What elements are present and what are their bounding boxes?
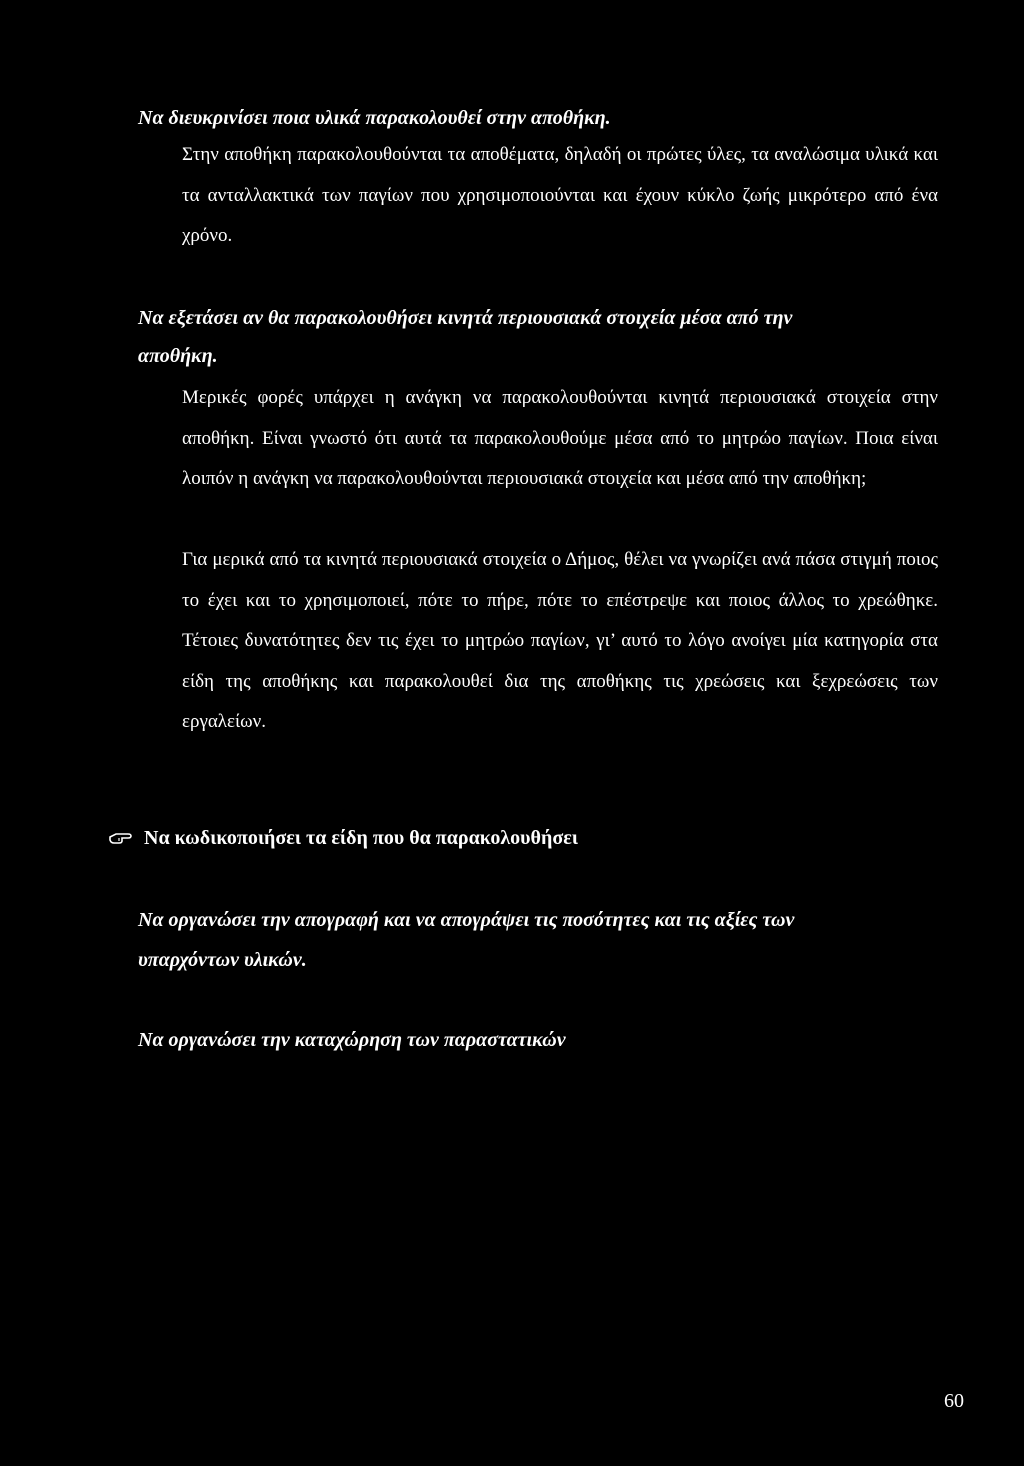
page-number: 60: [944, 1390, 964, 1412]
section-heading: Να κωδικοποιήσει τα είδη που θα παρακολουθήσει: [144, 827, 578, 849]
section-heading-continued: υπαρχόντων υλικών.: [138, 949, 307, 971]
section-heading: Να εξετάσει αν θα παρακολουθήσει κινητά περιουσιακά στοιχεία μέσα από την: [138, 307, 793, 329]
section-heading: Να διευκρινίσει ποια υλικά παρακολουθεί στην αποθήκη.: [138, 107, 611, 129]
section-heading-continued: αποθήκη.: [138, 345, 218, 367]
section-heading: Να οργανώσει την καταχώρηση των παραστατικών: [138, 1029, 566, 1051]
pointing-hand-icon: [108, 828, 134, 846]
section-paragraph: Μερικές φορές υπάρχει η ανάγκη να παρακολουθούνται κινητά περιουσιακά στοιχεία στην αποθήκη. Είναι γνωστό ότι αυτά τα παρακολουθούμε μέσα από το μητρώο παγίων. Ποια είναι λοιπόν η ανάγκη να παρακολουθούνται περιουσιακά στοιχεία και μέσα από την αποθήκη;: [182, 387, 938, 489]
section-heading: Να οργανώσει την απογραφή και να απογράψει τις ποσότητες και τις αξίες των: [138, 909, 795, 931]
section-paragraph: Για μερικά από τα κινητά περιουσιακά στοιχεία ο Δήμος, θέλει να γνωρίζει ανά πάσα στιγμή ποιος το έχει και το χρησιμοποιεί, πότε το πήρε, πότε το επέστρεψε και ποιος άλλος το χρεώθηκε. Τέτοιες δυνατότητες δεν τις έχει το μητρώο παγίων, γι’ αυτό το λόγο ανοίγει μία κατηγορία στα είδη της αποθήκης και παρακολουθεί δια της αποθήκης τις χρεώσεις και ξεχρεώσεις των εργαλείων.: [182, 549, 938, 732]
section-paragraph: Στην αποθήκη παρακολουθούνται τα αποθέματα, δηλαδή οι πρώτες ύλες, τα αναλώσιμα υλικά και τα ανταλλακτικά των παγίων που χρησιμοποιούνται και έχουν κύκλο ζωής μικρότερο από ένα χρόνο.: [182, 144, 938, 246]
